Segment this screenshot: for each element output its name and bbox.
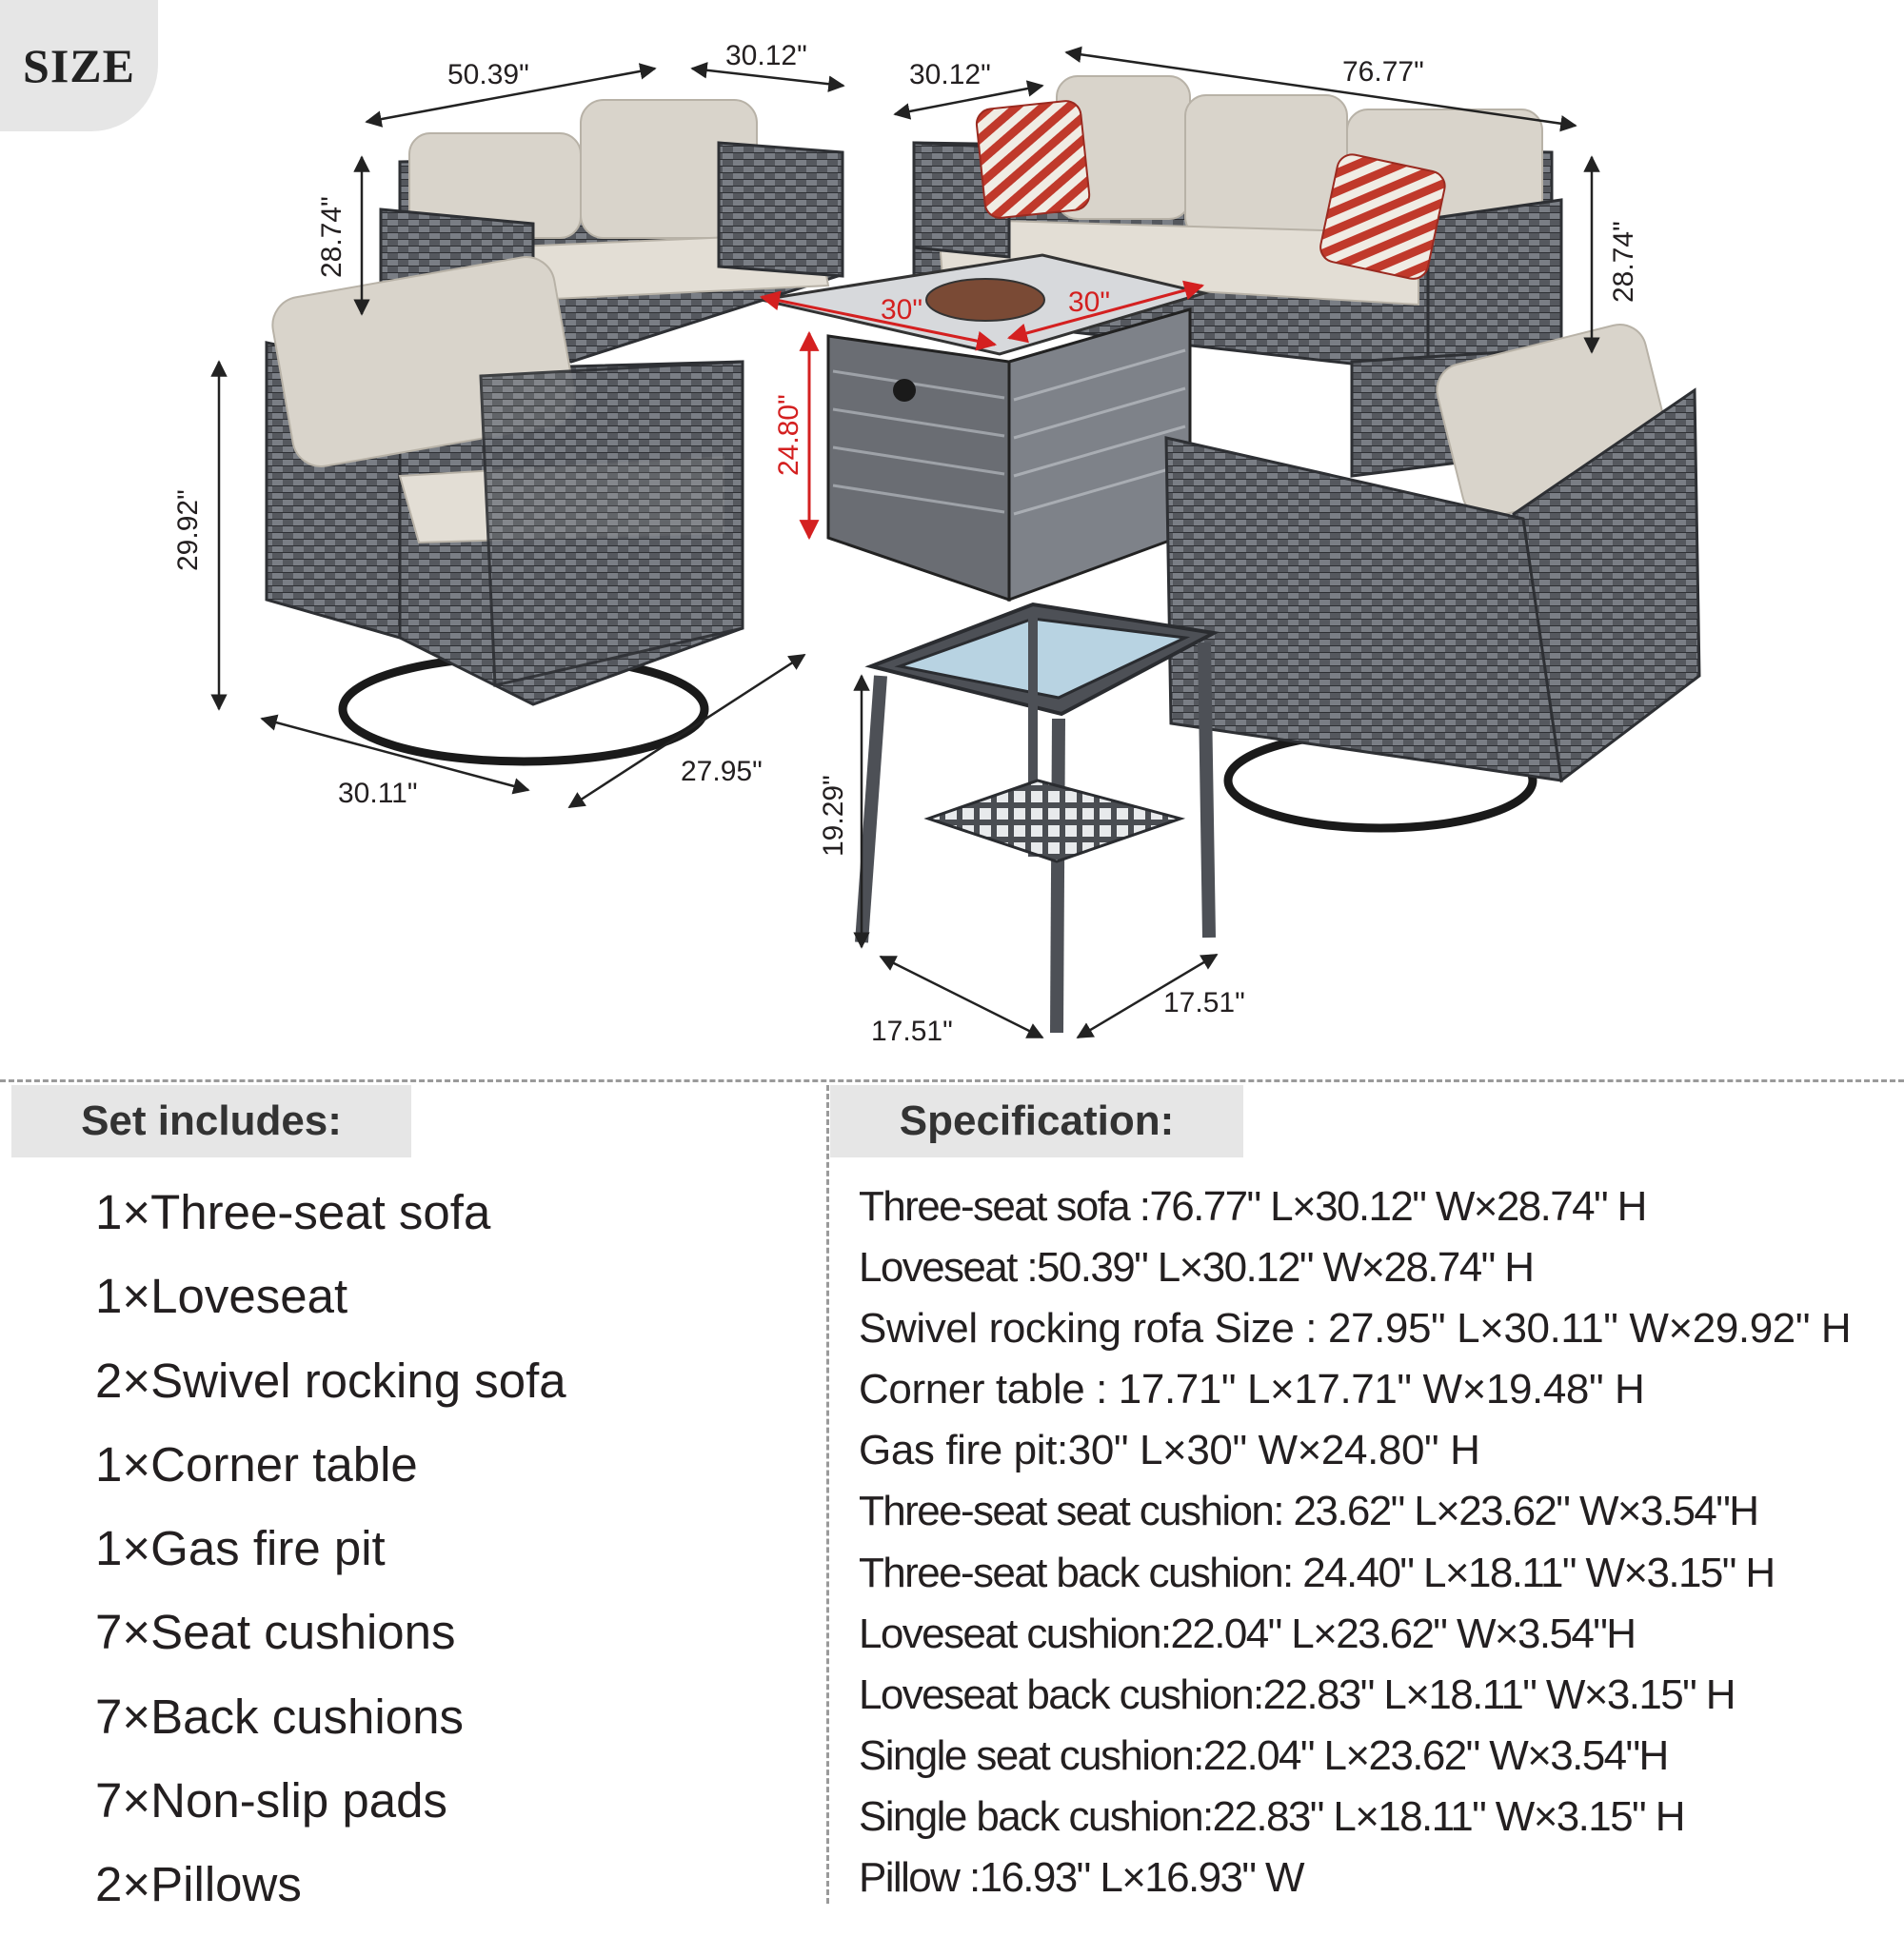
swivel-sofa-right bbox=[1166, 319, 1699, 828]
spec-item: Single seat cushion:22.04" L×23.62" W×3.54"H bbox=[859, 1731, 1668, 1779]
size-badge-label: SIZE bbox=[23, 39, 135, 92]
list-item: 7×Non-slip pads bbox=[95, 1773, 447, 1828]
list-item: 1×Corner table bbox=[95, 1436, 418, 1492]
list-item: 2×Pillows bbox=[95, 1857, 302, 1912]
column-divider bbox=[826, 1085, 829, 1904]
dim-sofa-height: 28.74" bbox=[1608, 221, 1639, 303]
dim-sofa-width: 30.12" bbox=[909, 59, 991, 90]
spec-item: Corner table : 17.71" L×17.71" W×19.48" H bbox=[859, 1366, 1645, 1413]
dim-swivel-height: 29.92" bbox=[172, 489, 204, 571]
list-item: 1×Loveseat bbox=[95, 1269, 348, 1324]
spec-item: Pillow :16.93" L×16.93" W bbox=[859, 1854, 1303, 1902]
pillow-right bbox=[1318, 151, 1447, 281]
spec-item: Loveseat back cushion:22.83" L×18.11" W×3.15" H bbox=[859, 1670, 1735, 1718]
spec-item: Swivel rocking rofa Size : 27.95" L×30.11" W×29.92" H bbox=[859, 1305, 1852, 1353]
list-item: 7×Seat cushions bbox=[95, 1605, 456, 1660]
spec-item: Three-seat seat cushion: 23.62" L×23.62" W×3.54"H bbox=[859, 1488, 1758, 1535]
spec-item: Single back cushion:22.83" L×18.11" W×3.15" H bbox=[859, 1792, 1684, 1840]
spec-item: Loveseat :50.39" L×30.12" W×28.74" H bbox=[859, 1244, 1534, 1292]
specification-list bbox=[859, 1180, 1851, 1912]
dim-sofa-length: 76.77" bbox=[1342, 56, 1424, 88]
list-item: 7×Back cushions bbox=[95, 1689, 464, 1744]
dim-swivel-depth: 27.95" bbox=[681, 756, 763, 787]
dim-table-height: 19.29" bbox=[818, 775, 849, 857]
corner-table bbox=[862, 604, 1214, 1033]
dim-swivel-width: 30.11" bbox=[338, 778, 418, 809]
dim-firepit-length: 30" bbox=[881, 294, 923, 326]
dim-table-width: 17.51" bbox=[1163, 987, 1245, 1018]
pillow-left bbox=[975, 100, 1090, 220]
gas-fire-pit bbox=[762, 255, 1204, 600]
list-item: 1×Three-seat sofa bbox=[95, 1185, 491, 1239]
dim-loveseat-height: 28.74" bbox=[316, 196, 347, 278]
set-includes-list bbox=[95, 1180, 566, 1937]
list-item: 2×Swivel rocking sofa bbox=[95, 1353, 566, 1408]
spec-item: Three-seat back cushion: 24.40" L×18.11" W×3.15" H bbox=[859, 1549, 1775, 1596]
list-item: 1×Gas fire pit bbox=[95, 1521, 386, 1576]
dim-firepit-height: 24.80" bbox=[773, 394, 804, 476]
spec-item: Three-seat sofa :76.77" L×30.12" W×28.74" H bbox=[859, 1183, 1646, 1230]
section-divider bbox=[0, 1079, 1904, 1082]
dim-firepit-width: 30" bbox=[1068, 287, 1111, 318]
set-includes-header: Set includes: bbox=[11, 1085, 411, 1157]
dim-loveseat-length: 50.39" bbox=[447, 59, 529, 90]
spec-item: Loveseat cushion:22.04" L×23.62" W×3.54"H bbox=[859, 1610, 1636, 1657]
specification-header: Specification: bbox=[830, 1085, 1243, 1157]
dim-table-length: 17.51" bbox=[871, 1016, 953, 1047]
spec-item: Gas fire pit:30" L×30" W×24.80" H bbox=[859, 1427, 1480, 1474]
dim-loveseat-width: 30.12" bbox=[725, 40, 807, 71]
